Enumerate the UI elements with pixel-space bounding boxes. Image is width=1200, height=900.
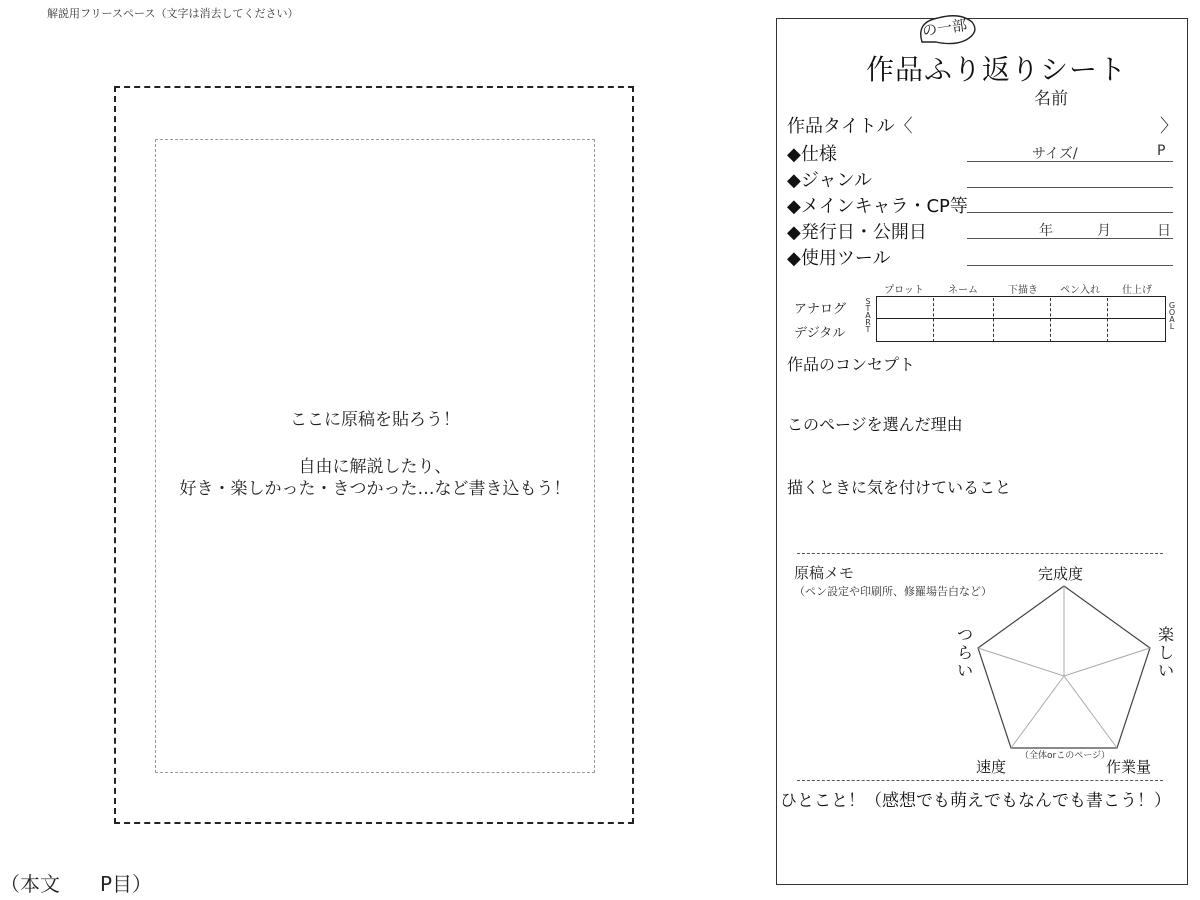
page-number-suffix: P目） xyxy=(100,872,153,896)
radar-note: （全体orこのページ） xyxy=(1020,751,1111,761)
section-separator xyxy=(797,780,1163,781)
goal-label: G O A L xyxy=(1168,301,1176,331)
memo-subtitle: （ペン設定や印刷所、修羅場告白など） xyxy=(794,585,992,598)
care-label: 描くときに気を付けていること xyxy=(787,478,1012,497)
day-label: 日 xyxy=(1157,223,1171,239)
chara-line xyxy=(967,212,1173,213)
radar-chart xyxy=(960,580,1160,760)
date-label: ◆発行日・公開日 xyxy=(787,222,927,243)
radar-label-workload: 作業量 xyxy=(1106,758,1152,776)
paste-instruction: ここに原稿を貼ろう！ xyxy=(290,410,460,430)
sheet-title: 作品ふり返りシート xyxy=(866,53,1128,86)
radar-axis xyxy=(1064,676,1117,748)
date-line xyxy=(967,238,1173,239)
radar-label-speed: 速度 xyxy=(976,758,1007,776)
col-head-finish: 仕上げ xyxy=(1122,285,1152,296)
work-title-label: 作品タイトル〈 xyxy=(787,116,913,137)
genre-label: ◆ジャンル xyxy=(787,170,873,191)
free-space-label: 解説用フリースペース（文字は消去してください） xyxy=(47,7,299,20)
genre-line xyxy=(967,187,1173,188)
col-head-plot: プロット xyxy=(884,285,924,296)
page-unit-label: P xyxy=(1157,143,1166,159)
radar-label-completion: 完成度 xyxy=(1038,565,1084,583)
radar-axis xyxy=(1064,648,1150,676)
paste-hint-line1: 自由に解説したり、 xyxy=(298,457,452,477)
month-label: 月 xyxy=(1097,223,1111,239)
radar-label-fun: 楽 し い xyxy=(1157,625,1174,680)
analog-label: アナログ xyxy=(794,302,847,317)
process-divider xyxy=(1107,298,1108,342)
spec-label: ◆仕様 xyxy=(787,144,837,165)
reason-label: このページを選んだ理由 xyxy=(787,415,963,434)
start-label: S T A R T xyxy=(865,297,871,334)
section-separator xyxy=(797,553,1163,554)
page-number-prefix: （本文 xyxy=(0,872,60,896)
name-label: 名前 xyxy=(1034,89,1068,109)
year-label: 年 xyxy=(1039,223,1053,239)
process-divider xyxy=(1050,298,1051,342)
page-number xyxy=(0,868,152,897)
tool-label: ◆使用ツール xyxy=(787,248,891,269)
bubble-text: の一部 xyxy=(921,15,969,41)
radar-axis xyxy=(1011,676,1064,748)
col-head-name: ネーム xyxy=(948,285,978,296)
process-divider xyxy=(933,298,934,342)
digital-label: デジタル xyxy=(794,326,846,341)
memo-title: 原稿メモ xyxy=(794,564,855,582)
hitokoto-label: ひとこと！（感想でも萌えでもなんでも書こう！） xyxy=(780,791,1171,811)
radar-axis xyxy=(978,648,1064,676)
work-title-close: 〉 xyxy=(1160,116,1178,137)
size-label: サイズ/ xyxy=(1032,146,1078,162)
col-head-draft: 下描き xyxy=(1008,285,1038,296)
paste-hint-line2: 好き・楽しかった・きつかった…など書き込もう！ xyxy=(179,479,571,499)
spec-line xyxy=(967,161,1173,162)
process-divider xyxy=(993,298,994,342)
chara-label: ◆メインキャラ・CP等 xyxy=(787,196,968,217)
process-table xyxy=(876,296,1166,342)
process-table-midline xyxy=(876,318,1166,319)
concept-label: 作品のコンセプト xyxy=(787,355,916,374)
tool-line xyxy=(967,265,1173,266)
col-head-inking: ペン入れ xyxy=(1060,285,1100,296)
radar-label-hard: つ ら い xyxy=(956,625,973,680)
